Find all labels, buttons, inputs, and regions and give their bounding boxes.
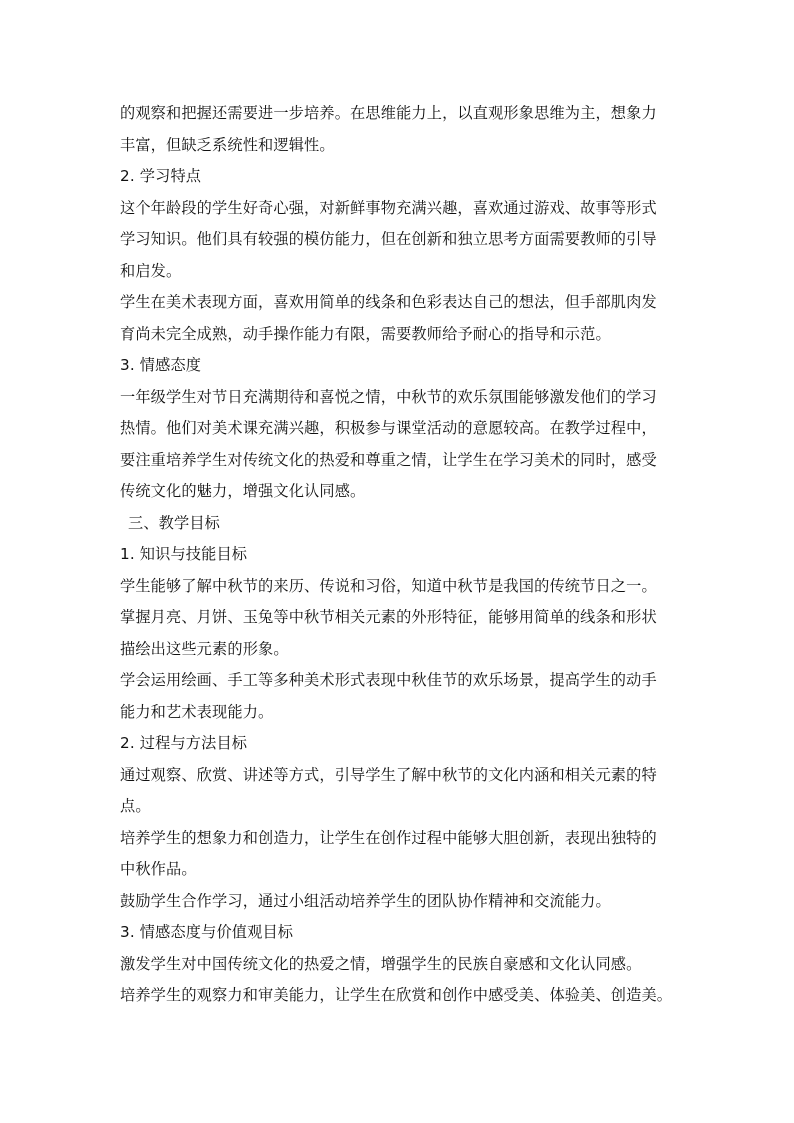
subheading-emotional-attitude: 3. 情感态度 [120,356,202,374]
paragraph-line: 学生能够了解中秋节的来历、传说和习俗，知道中秋节是我国的传统节日之一。 [120,576,657,595]
paragraph-line: 一年级学生对节日充满期待和喜悦之情，中秋节的欢乐氛围能够激发他们的学习 [120,387,657,406]
paragraph-line: 热情。他们对美术课充满兴趣，积极参与课堂活动的意愿较高。在教学过程中， [120,419,657,437]
paragraph-line: 描绘出这些元素的形象。 [120,639,289,658]
paragraph-line: 和启发。 [120,261,182,280]
paragraph-line: 育尚未完全成熟，动手操作能力有限，需要教师给予耐心的指导和示范。 [120,324,611,343]
paragraph-line: 的观察和把握还需要进一步培养。在思维能力上，以直观形象思维为主，想象力 [120,104,657,122]
subheading-values-goals: 3. 情感态度与价值观目标 [120,923,294,941]
paragraph-line: 学会运用绘画、手工等多种美术形式表现中秋佳节的欢乐场景，提高学生的动手 [120,671,657,689]
document-body [120,98,680,1012]
subheading-process-methods: 2. 过程与方法目标 [120,734,248,752]
paragraph-line: 掌握月亮、月饼、玉兔等中秋节相关元素的外形特征，能够用简单的线条和形状 [120,608,657,626]
subheading-learning-traits: 2. 学习特点 [120,167,202,185]
paragraph-line: 培养学生的观察力和审美能力，让学生在欣赏和创作中感受美、体验美、创造美。 [120,986,673,1004]
section-heading-teaching-goals: 三、教学目标 [128,513,221,532]
paragraph-line: 学生在美术表现方面，喜欢用简单的线条和色彩表达自己的想法，但手部肌肉发 [120,293,657,311]
paragraph-line: 培养学生的想象力和创造力，让学生在创作过程中能够大胆创新，表现出独特的 [120,828,657,847]
paragraph-line: 传统文化的魅力，增强文化认同感。 [120,482,366,500]
paragraph-line: 激发学生对中国传统文化的热爱之情，增强学生的民族自豪感和文化认同感。 [120,954,642,973]
paragraph-line: 点。 [120,797,151,815]
paragraph-line: 学习知识。他们具有较强的模仿能力，但在创新和独立思考方面需要教师的引导 [120,230,657,248]
paragraph-line: 要注重培养学生对传统文化的热爱和尊重之情，让学生在学习美术的同时，感受 [120,450,657,469]
paragraph-line: 这个年龄段的学生好奇心强，对新鲜事物充满兴趣，喜欢通过游戏、故事等形式 [120,198,657,217]
paragraph-line: 丰富，但缺乏系统性和逻辑性。 [120,135,335,154]
paragraph-line: 中秋作品。 [120,860,197,878]
subheading-knowledge-skills: 1. 知识与技能目标 [120,545,248,563]
paragraph-line: 鼓励学生合作学习，通过小组活动培养学生的团队协作精神和交流能力。 [120,891,611,910]
paragraph-line: 通过观察、欣赏、讲述等方式，引导学生了解中秋节的文化内涵和相关元素的特 [120,765,657,784]
paragraph-line: 能力和艺术表现能力。 [120,702,274,721]
